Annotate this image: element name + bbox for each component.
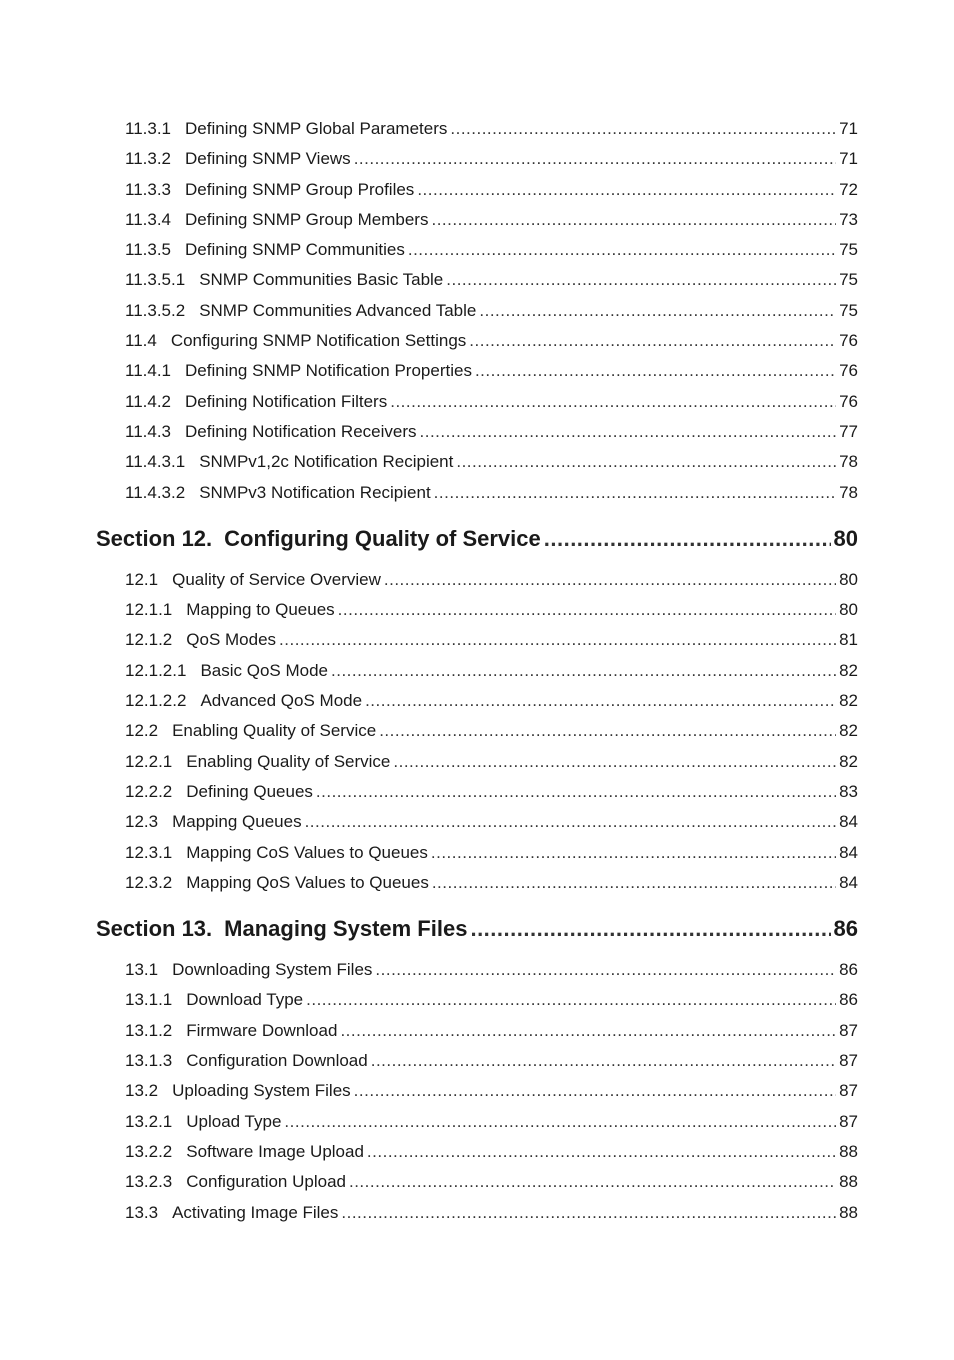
toc-entry-page: 82 [839, 721, 858, 741]
toc-entry-title: Defining Queues [186, 781, 313, 801]
toc-entry[interactable] [0, 298, 954, 328]
toc-entry-number: 11.3.2 [125, 149, 172, 169]
toc-entry-page: 75 [839, 270, 858, 290]
toc-entry[interactable] [0, 1200, 954, 1230]
toc-entry-title: Upload Type [186, 1111, 282, 1131]
toc-entry[interactable] [0, 389, 954, 419]
toc-entry-title: Uploading System Files [172, 1081, 351, 1101]
toc-entry-page: 77 [839, 421, 858, 441]
toc-entry-title: Configuration Upload [186, 1172, 346, 1192]
toc-entry-title: Defining SNMP Communities [185, 240, 405, 260]
toc-entry-page: 88 [839, 1172, 858, 1192]
toc-entry-title: Configuration Download [186, 1051, 368, 1071]
toc-entry-title: Firmware Download [186, 1020, 338, 1040]
toc-entry-number: 11.3.4 [125, 209, 172, 229]
toc-entry-page: 87 [839, 1051, 858, 1071]
toc-entry-page: 76 [839, 331, 858, 351]
toc-entry[interactable] [0, 779, 954, 809]
toc-entry[interactable] [0, 116, 954, 146]
toc-entry-title: Advanced QoS Mode [200, 691, 363, 711]
toc-entry[interactable] [0, 840, 954, 870]
toc-entry-number: 13.2.3 [125, 1172, 173, 1192]
dot-leader [379, 718, 836, 744]
toc-entry-number: 11.4.3 [125, 421, 172, 441]
toc-entry-page: 76 [839, 361, 858, 381]
toc-entry-number: 11.3.3 [125, 179, 172, 199]
toc-entry[interactable] [0, 658, 954, 688]
toc-entry[interactable] [0, 1018, 954, 1048]
toc-entry[interactable] [0, 1169, 954, 1199]
table-of-contents [0, 116, 954, 1230]
dot-leader [371, 1048, 836, 1074]
toc-entry-number: 12.1.2.1 [125, 660, 187, 680]
toc-entry-number: 12.2.1 [125, 751, 173, 771]
dot-leader [365, 688, 836, 714]
dot-leader [420, 419, 837, 445]
dot-leader [393, 749, 836, 775]
toc-entry-number: 11.3.5.1 [125, 270, 186, 290]
toc-entry-number: 13.1.3 [125, 1051, 173, 1071]
toc-entry[interactable] [0, 358, 954, 388]
toc-entry-page: 84 [839, 812, 858, 832]
toc-entry-number: 13.2 [125, 1081, 159, 1101]
toc-entry[interactable] [0, 749, 954, 779]
dot-leader [338, 597, 836, 623]
dot-leader [390, 389, 836, 415]
toc-entry[interactable] [0, 1048, 954, 1078]
toc-entry-title: Download Type [186, 990, 304, 1010]
toc-entry-page: 86 [839, 990, 858, 1010]
toc-entry-title: Configuring SNMP Notification Settings [170, 331, 467, 351]
dot-leader [367, 1139, 836, 1165]
toc-entry-number: 13.1.2 [125, 1020, 173, 1040]
dot-leader [475, 358, 836, 384]
toc-entry-title: Defining SNMP Notification Properties [185, 361, 472, 381]
toc-entry-title: Defining SNMP Group Profiles [185, 179, 415, 199]
toc-entry-number: 13.1 [125, 960, 159, 980]
toc-entry-page: 76 [839, 391, 858, 411]
toc-entry-page: 81 [839, 630, 858, 650]
toc-section-heading[interactable] [0, 522, 954, 560]
toc-entry-page: 73 [839, 209, 858, 229]
toc-entry-page: 87 [839, 1020, 858, 1040]
dot-leader [431, 207, 836, 233]
toc-entry[interactable] [0, 1078, 954, 1108]
toc-entry-title: QoS Modes [186, 630, 277, 650]
toc-entry[interactable] [0, 1139, 954, 1169]
toc-entry[interactable] [0, 597, 954, 627]
dot-leader [446, 267, 836, 293]
toc-entry-page: 80 [839, 569, 858, 589]
toc-entry-title: Managing System Files [224, 916, 468, 942]
toc-entry-title: Defining SNMP Views [185, 149, 351, 169]
toc-entry-page: 82 [839, 751, 858, 771]
toc-entry-page: 86 [839, 960, 858, 980]
toc-entry[interactable] [0, 449, 954, 479]
dot-leader [284, 1109, 836, 1135]
dot-leader [354, 146, 836, 172]
toc-entry-number: 11.4.2 [125, 391, 172, 411]
toc-entry-page: 80 [833, 525, 858, 551]
toc-entry-number: 12.1 [125, 569, 159, 589]
toc-entry-title: Enabling Quality of Service [172, 721, 377, 741]
dot-leader [349, 1169, 836, 1195]
toc-entry-title: Enabling Quality of Service [186, 751, 391, 771]
toc-entry-number: 11.4.3.1 [125, 452, 186, 472]
toc-entry[interactable] [0, 957, 954, 987]
toc-entry-title: Software Image Upload [186, 1141, 364, 1161]
toc-entry[interactable] [0, 1109, 954, 1139]
toc-entry-page: 87 [839, 1111, 858, 1131]
toc-entry-number: 13.3 [125, 1202, 159, 1222]
toc-entry-page: 82 [839, 660, 858, 680]
toc-entry[interactable] [0, 480, 954, 510]
toc-entry-page: 84 [839, 842, 858, 862]
dot-leader [375, 957, 836, 983]
toc-entry-title: SNMPv3 Notification Recipient [199, 482, 431, 502]
toc-entry-number: 12.2.2 [125, 781, 173, 801]
toc-entry-title: Activating Image Files [172, 1202, 339, 1222]
dot-leader [306, 987, 836, 1013]
dot-leader [340, 1018, 836, 1044]
toc-entry-page: 71 [839, 119, 858, 138]
toc-entry-number: 12.2 [125, 721, 159, 741]
toc-entry-number: 12.1.2.2 [125, 691, 187, 711]
dot-leader [544, 522, 831, 556]
toc-entry-number: 11.3.1 [125, 119, 172, 138]
toc-entry-page: 71 [839, 149, 858, 169]
toc-entry-number: 13.1.1 [125, 990, 173, 1010]
toc-entry-number: 11.4 [125, 331, 157, 351]
dot-leader [341, 1200, 836, 1226]
toc-entry-page: 84 [839, 872, 858, 892]
toc-entry-number: 11.4.3.2 [125, 482, 186, 502]
toc-entry-title: Defining SNMP Global Parameters [185, 119, 448, 138]
dot-leader [305, 809, 837, 835]
toc-entry-number: Section 13. [96, 916, 213, 942]
toc-entry[interactable] [0, 237, 954, 267]
toc-entry-title: Mapping Queues [172, 812, 302, 832]
toc-entry[interactable] [0, 146, 954, 176]
toc-entry-title: Defining SNMP Group Members [185, 209, 429, 229]
toc-entry-title: Mapping to Queues [186, 600, 335, 620]
toc-entry[interactable] [0, 267, 954, 297]
toc-entry-page: 78 [839, 452, 858, 472]
toc-entry-page: 80 [839, 600, 858, 620]
dot-leader [408, 237, 836, 263]
toc-entry-title: SNMP Communities Advanced Table [199, 300, 477, 320]
toc-section-heading[interactable] [0, 912, 954, 950]
toc-entry[interactable] [0, 419, 954, 449]
toc-entry-title: Quality of Service Overview [172, 569, 381, 589]
dot-leader [432, 870, 836, 896]
toc-entry-number: 11.3.5.2 [125, 300, 186, 320]
toc-entry-title: SNMP Communities Basic Table [199, 270, 444, 290]
dot-leader [479, 298, 836, 324]
toc-entry-page: 82 [839, 691, 858, 711]
toc-entry[interactable] [0, 809, 954, 839]
toc-entry-title: Defining Notification Receivers [185, 421, 417, 441]
dot-leader [456, 449, 836, 475]
toc-entry-page: 83 [839, 781, 858, 801]
toc-entry-page: 75 [839, 240, 858, 260]
dot-leader [384, 567, 836, 593]
toc-entry[interactable] [0, 627, 954, 657]
dot-leader [450, 116, 836, 142]
toc-entry-title: Mapping CoS Values to Queues [186, 842, 428, 862]
toc-entry-number: 12.1.1 [125, 600, 173, 620]
toc-entry-number: 12.1.2 [125, 630, 173, 650]
toc-entry-page: 78 [839, 482, 858, 502]
toc-entry-title: Basic QoS Mode [200, 660, 329, 680]
dot-leader [279, 627, 836, 653]
dot-leader [434, 480, 836, 506]
toc-entry-title: Mapping QoS Values to Queues [186, 872, 429, 892]
toc-entry[interactable] [0, 718, 954, 748]
toc-entry[interactable] [0, 688, 954, 718]
dot-leader [470, 912, 830, 946]
dot-leader [417, 177, 836, 203]
toc-entry[interactable] [0, 177, 954, 207]
toc-entry-page: 88 [839, 1202, 858, 1222]
toc-entry[interactable] [0, 870, 954, 900]
toc-entry-number: 12.3 [125, 812, 159, 832]
toc-entry-number: 12.3.2 [125, 872, 173, 892]
dot-leader [316, 779, 836, 805]
dot-leader [469, 328, 836, 354]
toc-entry-title: SNMPv1,2c Notification Recipient [199, 452, 454, 472]
toc-entry-number: 12.3.1 [125, 842, 173, 862]
toc-entry[interactable] [0, 987, 954, 1017]
toc-entry-number: 11.3.5 [125, 240, 172, 260]
toc-entry-number: Section 12. [96, 525, 213, 551]
toc-entry-number: 11.4.1 [125, 361, 172, 381]
toc-entry[interactable] [0, 567, 954, 597]
toc-entry-title: Configuring Quality of Service [224, 525, 541, 551]
toc-entry-page: 86 [833, 916, 858, 942]
toc-entry-title: Defining Notification Filters [185, 391, 388, 411]
toc-entry[interactable] [0, 328, 954, 358]
toc-entry[interactable] [0, 207, 954, 237]
dot-leader [331, 658, 836, 684]
toc-entry-page: 75 [839, 300, 858, 320]
toc-entry-number: 13.2.1 [125, 1111, 173, 1131]
toc-entry-page: 87 [839, 1081, 858, 1101]
dot-leader [354, 1078, 836, 1104]
toc-entry-page: 88 [839, 1141, 858, 1161]
toc-entry-number: 13.2.2 [125, 1141, 173, 1161]
dot-leader [431, 840, 836, 866]
toc-entry-page: 72 [839, 179, 858, 199]
toc-entry-title: Downloading System Files [172, 960, 373, 980]
